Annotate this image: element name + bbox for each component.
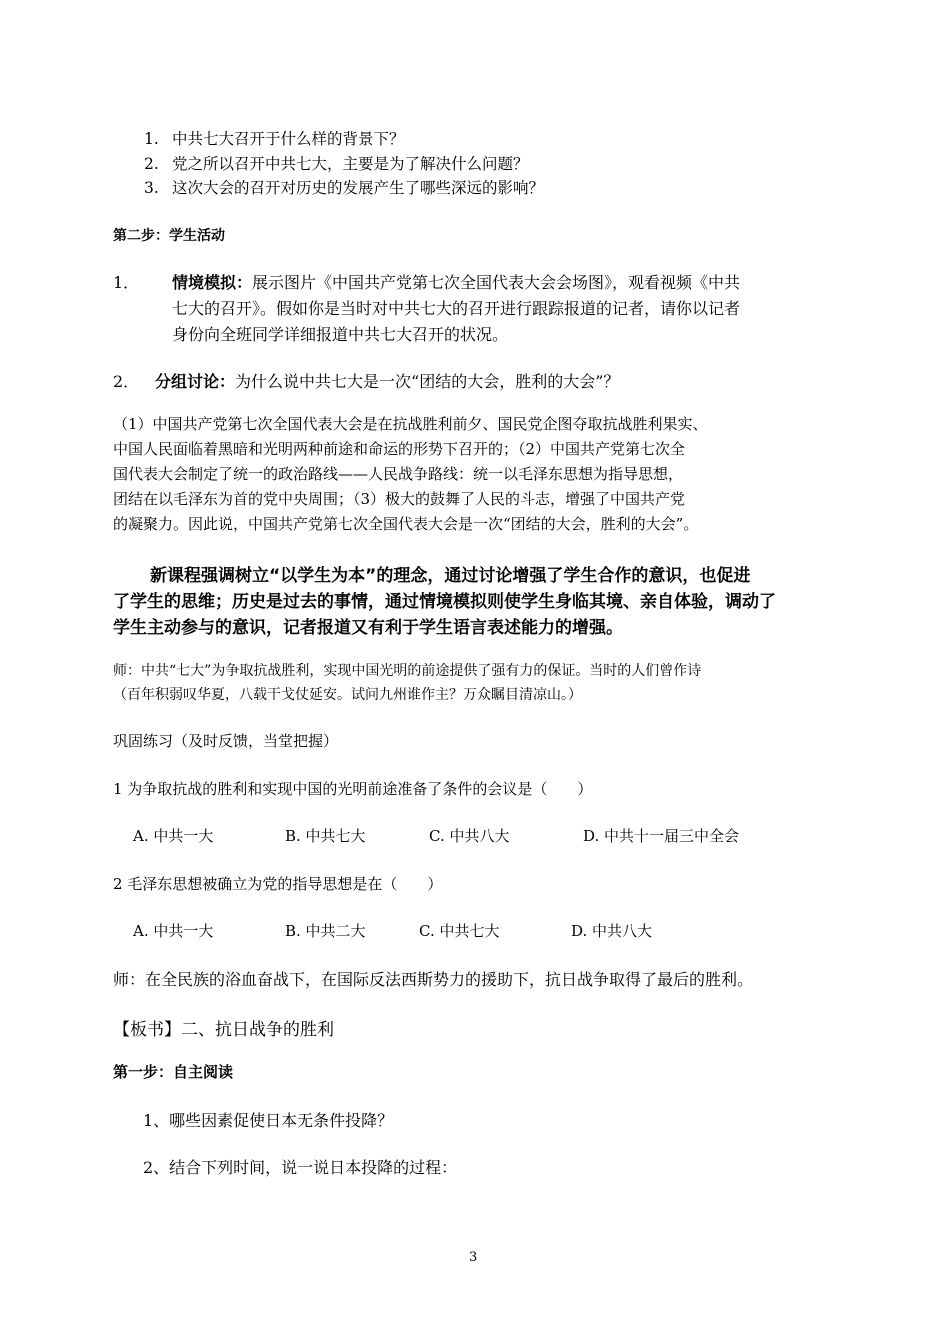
question-number: 2. [144,155,159,173]
option-b: B. 中共七大 [285,827,366,845]
teacher-remark-line: 师：中共“七大”为争取抗战胜利，实现中国光明的前途提供了强有力的保证。当时的人们曾作诗 [113,663,702,679]
activity1-number: 1． [113,273,140,292]
option-d: D. 中共八大 [571,922,653,940]
option-c: C. 中共七大 [419,922,500,940]
practice-options-2 [133,920,652,941]
activity2-number: 2． [113,372,140,391]
comment-line: 学生主动参与的意识，记者报道又有利于学生语言表述能力的增强。 [113,618,623,638]
answer-line: （1）中国共产党第七次全国代表大会是在抗战胜利前夕、国民党企图夺取抗战胜利果实、 [113,415,708,433]
answer-line: 团结在以毛泽东为首的党中央周围；（3）极大的鼓舞了人民的斗志，增强了中国共产党 [113,490,686,508]
activity1-line1 [172,270,740,293]
teacher-remark-2: 师：在全民族的浴血奋战下，在国际反法西斯势力的援助下，抗日战争取得了最后的胜利。 [113,970,754,989]
reading-item: 2、结合下列时间，说一说日本投降的过程： [143,1158,458,1177]
practice-heading: 巩固练习（及时反馈，当堂把握） [113,732,339,750]
question-text: 中共七大召开于什么样的背景下？ [172,130,405,148]
activity1-label: 情境模拟： [172,273,253,292]
practice-question-1: 1 为争取抗战的胜利和实现中国的光明前途准备了条件的会议是（ ） [113,780,593,798]
activity1-line3: 身份向全班同学详细报道中共七大召开的状况。 [172,325,509,344]
question-number: 3. [144,179,159,197]
activity1-text: 展示图片《中国共产党第七次全国代表大会会场图》，观看视频《中共 [252,273,741,292]
practice-options-1 [133,825,739,846]
answer-line: 中国人民面临着黑暗和光明两种前途和命运的形势下召开的；（2）中国共产党第七次全 [113,440,686,458]
option-b: B. 中共二大 [285,922,366,940]
option-d: D. 中共十一届三中全会 [583,827,740,845]
option-a: A. 中共一大 [133,827,214,845]
question-number: 1. [144,130,159,148]
step2-heading: 第二步：学生活动 [113,228,225,244]
activity2-label: 分组讨论： [155,372,236,391]
question-text: 党之所以召开中共七大，主要是为了解决什么问题？ [172,155,529,173]
practice-question-2: 2 毛泽东思想被确立为党的指导思想是在（ ） [113,875,443,893]
comment-line: 新课程强调树立“以学生为本”的理念，通过讨论增强了学生合作的意识，也促进 [150,566,751,586]
intro-question-2 [144,152,529,174]
page-number: 3 [469,1250,478,1265]
intro-question-3 [144,176,544,198]
answer-line: 的凝聚力。因此说，中国共产党第七次全国代表大会是一次“团结的大会，胜利的大会”。 [113,515,699,533]
activity1-line2: 七大的召开》。假如你是当时对中共七大的召开进行跟踪报道的记者，请你以记者 [172,299,741,318]
answer-line: 国代表大会制定了统一的政治路线——人民战争路线：统一以毛泽东思想为指导思想， [113,465,684,483]
teacher-remark-line: （百年积弱叹华夏，八载干戈仗延安。试问九州谁作主？万众瞩目清凉山。） [113,687,582,703]
question-text: 这次大会的召开对历史的发展产生了哪些深远的影响？ [172,179,545,197]
step1-heading: 第一步：自主阅读 [113,1063,234,1081]
option-c: C. 中共八大 [429,827,510,845]
activity2-line [155,369,619,392]
option-a: A. 中共一大 [133,922,214,940]
reading-item: 1、哪些因素促使日本无条件投降？ [143,1111,394,1130]
activity2-text: 为什么说中共七大是一次“团结的大会，胜利的大会”？ [235,372,620,391]
board-heading: 【板书】二、抗日战争的胜利 [113,1020,334,1040]
intro-question-1 [144,127,405,149]
comment-line: 了学生的思维；历史是过去的事情，通过情境模拟则使学生身临其境、亲自体验，调动了 [113,592,776,612]
